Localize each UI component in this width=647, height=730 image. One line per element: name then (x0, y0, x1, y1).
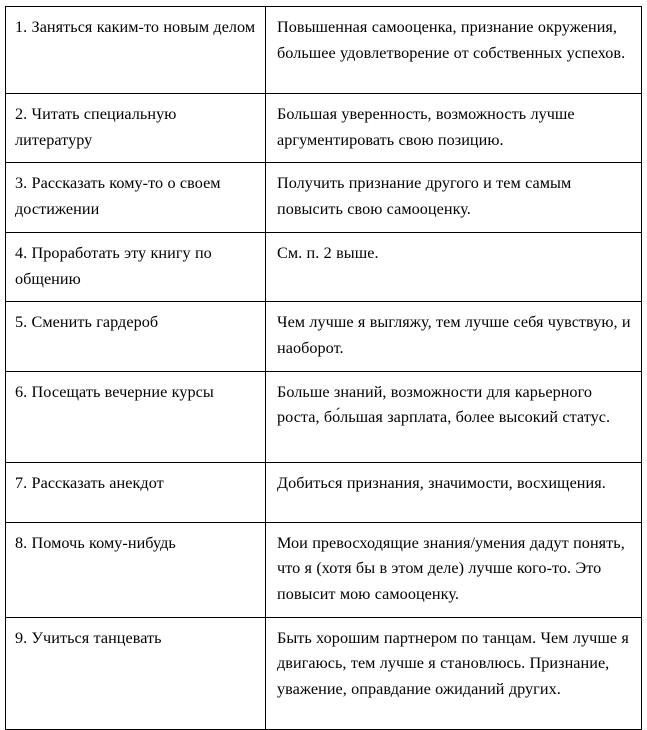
table-cell-benefit (266, 232, 642, 301)
table-cell-action (6, 462, 266, 522)
table-cell-benefit (266, 371, 642, 462)
action-text: 8. Помочь кому-нибудь (15, 533, 176, 552)
table-row (6, 232, 642, 301)
table-cell-benefit (266, 617, 642, 729)
table-row (6, 302, 642, 371)
action-text: 5. Сменить гардероб (15, 313, 159, 332)
table-cell-benefit (266, 94, 642, 163)
table-row (6, 94, 642, 163)
action-text: 4. Проработать эту книгу по общению (15, 243, 212, 288)
action-text: 1. Заняться каким-то новым делом (15, 18, 256, 36)
action-text: 7. Рассказать анекдот (15, 473, 164, 492)
table-cell-action (6, 302, 266, 371)
table-row (6, 371, 642, 462)
benefit-text: Быть хорошим партнером по танцам. Чем лучше я двигаюсь, тем лучше я становлюсь. Признание, уважение, оправдание ожиданий других. (277, 628, 629, 699)
table-cell-benefit (266, 522, 642, 617)
action-text: 9. Учиться танцевать (15, 628, 162, 647)
table-cell-benefit (266, 462, 642, 522)
benefit-text: Добиться признания, значимости, восхищения. (277, 473, 606, 492)
table-cell-action (6, 522, 266, 617)
table-cell-action (6, 7, 266, 94)
table-cell-action (6, 371, 266, 462)
table-row (6, 462, 642, 522)
benefit-text: Большая уверенность, возможность лучше аргументировать свою позицию. (277, 105, 575, 149)
table-cell-benefit (266, 7, 642, 94)
benefit-text: См. п. 2 выше. (277, 243, 379, 262)
table-row (6, 617, 642, 729)
table-cell-benefit (266, 163, 642, 232)
table-cell-action (6, 163, 266, 232)
table-cell-action (6, 617, 266, 729)
table-body (6, 7, 642, 730)
table-cell-action (6, 232, 266, 301)
action-text: 6. Посещать вечерние курсы (15, 382, 214, 401)
action-text: 2. Читать специальную литературу (15, 105, 177, 149)
benefit-text: Получить признание другого и тем самым повысить свою самооценку. (277, 174, 572, 219)
table-row (6, 7, 642, 94)
table-row (6, 522, 642, 617)
table-cell-action (6, 94, 266, 163)
benefit-text: Мои превосходящие знания/умения дадут понять, что я (хотя бы в этом деле) лучше кого-то. Это повысит мою самооценку. (277, 533, 625, 604)
table-cell-benefit (266, 302, 642, 371)
benefit-text: Чем лучше я выгляжу, тем лучше себя чувствую, и наоборот. (277, 313, 631, 357)
benefit-text: Больше знаний, возможности для карьерного роста, бо́льшая зарплата, более высокий статус. (277, 382, 611, 427)
benefit-text: Повышенная самооценка, признание окружения, большее удовлетворение от собственных успехов. (277, 18, 626, 62)
table-row (6, 163, 642, 232)
benefit-table (5, 6, 642, 730)
action-text: 3. Рассказать кому-то о своем достижении (15, 174, 221, 219)
